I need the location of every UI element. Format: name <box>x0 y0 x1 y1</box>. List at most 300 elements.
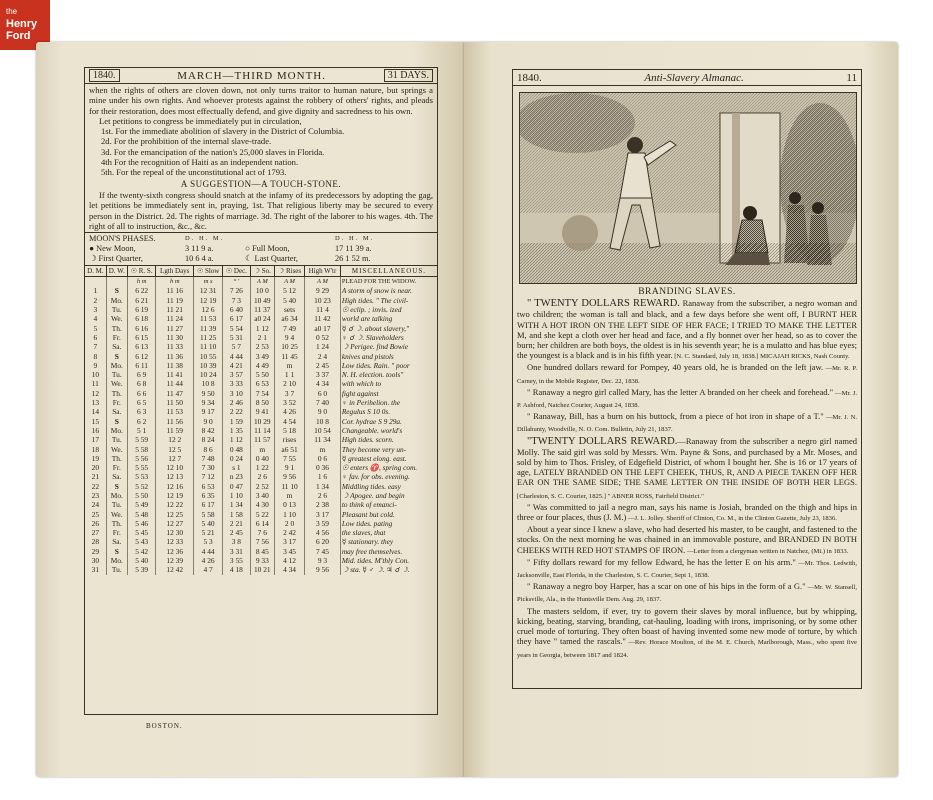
calendar-cell: 23 <box>91 490 100 500</box>
calendar-cell: 9 50 <box>194 389 223 398</box>
petition-item: 2d. For the prohibition of the internal slave-trade. <box>101 136 272 147</box>
intro-paragraph: when the rights of others are cloven down, not only turns traitor to human nature, but springs a mine under his own rights. And whoever protests against the robbery of others' rights, and pleads for their restoration, does most effectually defend, and give dignity and sacredness to his own. <box>89 85 433 116</box>
article-paragraph <box>517 581 857 605</box>
article-paragraph <box>517 436 857 502</box>
calendar-cell: 9 4 <box>275 333 305 342</box>
calendar-cell: Tu. <box>106 500 127 509</box>
calendar-cell: 11 38 <box>156 361 194 370</box>
engraving-illustration <box>519 92 857 284</box>
calendar-cell: 0 40 <box>250 454 274 463</box>
calendar-cell: 3 40 <box>250 491 274 500</box>
calendar-cell: 3 31 <box>223 547 250 556</box>
calendar-cell: 12 13 <box>156 472 194 481</box>
calendar-cell: 11 45 <box>275 352 305 361</box>
first-quarter-time: 10 6 4 a. <box>185 254 214 264</box>
calendar-cell: 5 54 <box>223 324 250 333</box>
article-paragraph <box>517 557 857 581</box>
calendar-cell: We. <box>106 379 127 388</box>
calendar-cell: 6 53 <box>250 379 274 388</box>
calendar-cell: 9 0 <box>194 417 223 426</box>
moon-dhm-1: D. H. M. <box>185 235 225 243</box>
calendar-cell: 9 3 <box>305 556 341 565</box>
calendar-cell: 31 <box>91 565 100 575</box>
calendar-cell: 12 22 <box>156 500 194 509</box>
calendar-cell: Mo. <box>106 426 127 435</box>
calendar-cell: 1 12 <box>250 324 274 333</box>
calendar-row <box>85 537 437 546</box>
paragraph-text: " Ranaway a negro girl called Mary, has the letter A branded on her cheek and forehead." <box>527 386 834 397</box>
calendar-cell: Low tides. pating <box>340 519 437 528</box>
paragraph-citation: —Letter from a clergyman written in Natchez, (Mi.) in 1833. <box>685 547 849 555</box>
calendar-cell: 11 33 <box>156 342 194 351</box>
calendar-cell: 6 53 <box>194 482 223 491</box>
calendar-cell: 7 30 <box>194 463 223 472</box>
calendar-cell: 3 49 <box>250 352 274 361</box>
calendar-cell: 8 24 <box>194 435 223 444</box>
calendar-cell: 0 13 <box>275 500 305 509</box>
calendar-cell: 11 27 <box>156 324 194 333</box>
calendar-cell: 6 13 <box>127 342 155 351</box>
article-text <box>517 286 857 661</box>
almanac-title: Anti-Slavery Almanac. <box>644 71 744 84</box>
calendar-cell: 7 3 <box>223 296 250 305</box>
calendar-cell: 11 30 <box>156 333 194 342</box>
calendar-cell: 12 33 <box>156 537 194 546</box>
month-days: 31 DAYS. <box>384 69 433 82</box>
calendar-cell: 0 47 <box>223 482 250 491</box>
calendar-cell: 3 10 <box>223 389 250 398</box>
calendar-cell: a0 17 <box>305 324 341 333</box>
calendar-column-header: ☉ Dec. <box>223 266 250 277</box>
article-heading: BRANDING SLAVES. <box>638 287 736 297</box>
calendar-cell: 6 35 <box>194 491 223 500</box>
article-paragraph <box>517 362 857 386</box>
calendar-cell: 11 19 <box>156 296 194 305</box>
calendar-cell: 1 10 <box>275 510 305 519</box>
calendar-cell: 12 19 <box>194 296 223 305</box>
calendar-cell: 6 20 <box>305 537 341 546</box>
calendar-cell: a6 51 <box>275 445 305 454</box>
paragraph-text: " Was committed to jail a negro man, says his name is Josiah, branded on the thigh and hips in three or four places, thus (J. M.) <box>517 501 857 523</box>
suggestion-paragraph: If the twenty-sixth congress should snatch at the infamy of its predecessors by adopting the gag, let petitions be immediately sent in, praying, 1st. That religious liberty may be secured to every person in the District. 2d. The rights of marriage. 3d. The right of the laborer to his wages. 4th. The right of all to instruction, &c., &c. <box>89 189 433 231</box>
calendar-cell: 6 9 <box>127 370 155 379</box>
calendar-cell: 4 12 <box>275 556 305 565</box>
calendar-row <box>85 398 437 407</box>
calendar-table <box>85 266 437 575</box>
calendar-cell: 1 12 <box>223 435 250 444</box>
calendar-cell: 11 57 <box>250 435 274 444</box>
calendar-column-header: ☉ Slow <box>194 266 223 277</box>
calendar-cell: n 23 <box>223 472 250 481</box>
calendar-cell: 18 <box>91 444 100 454</box>
calendar-row <box>85 361 437 370</box>
calendar-cell: 2 52 <box>250 482 274 491</box>
calendar-cell: Fr. <box>106 463 127 472</box>
calendar-cell: 24 <box>91 500 100 510</box>
calendar-cell: ♀ ☌ ☽. Slaveholders <box>340 333 437 342</box>
calendar-cell: We. <box>106 510 127 519</box>
calendar-cell: 8 42 <box>194 426 223 435</box>
calendar-cell: 14 <box>91 407 100 417</box>
calendar-cell: 3 45 <box>275 547 305 556</box>
petition-line: Let petitions to congress be immediately put in circulation, <box>99 115 302 126</box>
calendar-cell: 1 6 <box>305 472 341 481</box>
calendar-cell: Sa. <box>106 472 127 481</box>
calendar-cell: 0 36 <box>305 463 341 472</box>
paragraph-citation: —Mr. J. N. Dillahunty, Woodville, N. O. Com. Bulletin, July 21, 1837. <box>517 414 858 434</box>
first-quarter-icon: ☽ <box>89 254 97 264</box>
calendar-cell: ☿ ☌ ☽. about slavery," <box>340 324 437 333</box>
calendar-cell: 5 43 <box>127 537 155 546</box>
calendar-unit-cell: A M <box>250 277 274 287</box>
calendar-cell: S <box>106 417 127 426</box>
calendar-cell: 12 39 <box>156 556 194 565</box>
calendar-cell: 12 27 <box>156 519 194 528</box>
calendar-cell: 2 4 <box>305 352 341 361</box>
calendar-cell: 7 12 <box>194 472 223 481</box>
calendar-cell: 5 42 <box>127 547 155 556</box>
calendar-cell: 12 10 <box>156 463 194 472</box>
calendar-cell: 5 55 <box>127 463 155 472</box>
calendar-cell: 12 7 <box>156 454 194 463</box>
calendar-cell: 2 10 <box>275 379 305 388</box>
calendar-unit-cell: m s <box>194 277 223 287</box>
calendar-cell: 11 36 <box>156 352 194 361</box>
calendar-cell: 12 <box>91 388 100 398</box>
calendar-cell: 15 <box>91 416 100 426</box>
calendar-cell: Th. <box>106 454 127 463</box>
calendar-cell: 5 58 <box>194 510 223 519</box>
calendar-cell: Tu. <box>106 305 127 314</box>
calendar-unit-cell: h m <box>127 277 155 287</box>
paragraph-citation: —Mr. R. P. Carney, in the Mobile Register, Dec. 22, 1838. <box>517 365 857 385</box>
calendar-cell: 5 22 <box>250 510 274 519</box>
calendar-cell: 1 59 <box>223 417 250 426</box>
calendar-cell: 3 8 <box>223 537 250 546</box>
calendar-cell: 5 59 <box>127 435 155 444</box>
calendar-cell: 5 40 <box>275 296 305 305</box>
calendar-row <box>85 296 437 305</box>
calendar-cell: 29 <box>91 546 100 556</box>
calendar-cell: 7 <box>93 342 98 352</box>
calendar-cell: 5 40 <box>194 519 223 528</box>
calendar-cell: High tides. " The civil- <box>340 296 437 305</box>
paragraph-text: About a year since I knew a slave, who had deserted his master, to be caught, and fastened to the stocks. On the next morning he was chained in an immovable posture, and BRANDED IN BOTH CHEEKS WITH RED HOT STAMPS OF IRON. <box>517 524 857 555</box>
calendar-unit-cell: PLEAD FOR THE WIDOW. <box>340 277 437 287</box>
calendar-row <box>85 426 437 435</box>
paragraph-citation: [N. C. Standard, July 18, 1838.] MICAJAH RICKS, Nash County. <box>672 353 850 361</box>
calendar-cell: 6 8 <box>127 379 155 388</box>
calendar-row <box>85 305 437 314</box>
calendar-cell: 5 31 <box>223 333 250 342</box>
calendar-cell: 11 4 <box>305 305 341 314</box>
calendar-cell: 1 22 <box>250 463 274 472</box>
calendar-cell: 11 47 <box>156 389 194 398</box>
calendar-cell: 5 <box>93 323 98 333</box>
moon-phases <box>85 232 437 266</box>
suggestion-title: A SUGGESTION—A TOUCH-STONE. <box>180 178 342 189</box>
calendar-cell: 4 56 <box>305 528 341 537</box>
calendar-row <box>85 565 437 574</box>
calendar-cell: ♀ in Perihelion. the <box>340 398 437 407</box>
calendar-cell: 5 49 <box>127 500 155 509</box>
calendar-cell: 6 5 <box>127 398 155 407</box>
calendar-cell: Th. <box>106 519 127 528</box>
calendar-row <box>85 333 437 342</box>
calendar-cell: 2 21 <box>223 519 250 528</box>
calendar-cell: 27 <box>91 528 100 538</box>
article-paragraph <box>517 387 857 411</box>
calendar-cell: 7 45 <box>305 547 341 556</box>
calendar-cell: 11 50 <box>156 398 194 407</box>
calendar-cell: 10 <box>91 370 100 380</box>
article-paragraph <box>517 411 857 435</box>
calendar-cell: 10 25 <box>275 342 305 351</box>
calendar-cell: 0 24 <box>223 454 250 463</box>
calendar-row <box>85 491 437 500</box>
paragraph-text: The masters seldom, if ever, try to govern their slaves by moral influence, but by whipping, kicking, beating, starving, branding, cat-hauling, loading with irons, imprisoning, or by some other cruel mode of torturing. They often boast of having invented some new mode of torture, by which they have " tamed the rascals." <box>517 605 857 647</box>
calendar-cell: ♀ fav. for obs. evening. <box>340 472 437 481</box>
calendar-cell: 0 52 <box>305 333 341 342</box>
calendar-cell: 6 21 <box>127 296 155 305</box>
calendar-cell: 1 <box>93 286 98 296</box>
calendar-cell: 3 33 <box>223 379 250 388</box>
calendar-cell: 4 30 <box>250 500 274 509</box>
calendar-cell: 2 22 <box>223 407 250 416</box>
calendar-cell: ☽ Perigee. find Bowie <box>340 342 437 351</box>
calendar-cell: sets <box>275 305 305 314</box>
calendar-cell: 11 59 <box>156 426 194 435</box>
moon-phases-label: MOON'S PHASES. <box>89 234 156 244</box>
calendar-cell: ☉ enters ♈, spring com. <box>340 463 437 472</box>
logo-the: the <box>6 7 18 16</box>
calendar-cell: 10 23 <box>305 296 341 305</box>
calendar-row <box>85 342 437 351</box>
calendar-cell: 6 14 <box>250 519 274 528</box>
calendar-cell: 12 5 <box>156 445 194 454</box>
calendar-cell: Changeable. world's <box>340 426 437 435</box>
calendar-cell: 7 40 <box>305 398 341 407</box>
calendar-cell: 4 34 <box>275 565 305 574</box>
paragraph-text: Ranaway from the subscriber, a negro woman and two children; the woman is tall and black, and a few days before she went off, I BURNT HER WITH A HOT IRON ON THE LEFT SIDE OF HER FACE; I TRIED TO MAKE THE LETTER M, and she kept a cloth over her head and face, and a fly bonnet over her head, so as to cover the burn; her children are both boys, the oldest is in his seventh year; he is a mulatto and has blue eyes; the youngest is a black and is in his fifth year. <box>517 298 857 361</box>
calendar-cell: 3 55 <box>223 556 250 565</box>
petition-item: 5th. For the repeal of the unconstitutional act of 1793. <box>101 167 287 178</box>
calendar-cell: a0 24 <box>250 314 274 323</box>
calendar-cell: 5 58 <box>127 445 155 454</box>
paragraph-text: —Ranaway from the subscriber a negro girl named Molly. The said girl was sold by Messrs. Wm. Payne & Sons, and purchased by a Mr. Moses, and sold by him to Thos. Frisley, of Edgefield District, of whom I bought her. She is 16 or 17 years of age, LATELY BRANDED ON THE LEFT CHEEK, THUS, R, AND A PIECE TAKEN OFF HER EAR ON THE SAME SIDE; THE SAME LETTER ON THE INSIDE OF BOTH HER LEGS. <box>517 435 857 488</box>
calendar-column-header: D. W. <box>106 266 127 277</box>
calendar-cell: 11 10 <box>194 342 223 351</box>
calendar-cell: 11 53 <box>194 314 223 323</box>
reward-lead: " TWENTY DOLLARS REWARD. <box>527 298 680 310</box>
calendar-cell: 2 53 <box>250 342 274 351</box>
calendar-cell: 28 <box>91 537 100 547</box>
petition-list <box>89 126 433 177</box>
calendar-cell: 8 50 <box>250 398 274 407</box>
calendar-cell: Sa. <box>106 537 127 546</box>
calendar-row <box>85 500 437 509</box>
calendar-cell: 11 14 <box>250 426 274 435</box>
calendar-cell: 9 29 <box>305 286 341 295</box>
paragraph-citation: —Mr. Thos. Ledwith, Jacksonville, East Florida, in the Charleston, S. C. Courier, Sept 1, 1838. <box>517 559 857 580</box>
calendar-row <box>85 324 437 333</box>
calendar-cell: 9 41 <box>250 407 274 416</box>
calendar-cell: a6 34 <box>275 314 305 323</box>
calendar-cell: 2 46 <box>223 398 250 407</box>
calendar-cell: 16 <box>91 425 100 435</box>
calendar-cell: 10 24 <box>194 370 223 379</box>
calendar-cell: 8 <box>93 351 98 361</box>
calendar-cell: 5 53 <box>127 472 155 481</box>
calendar-column-header: D. M. <box>85 266 106 277</box>
calendar-cell: 3 59 <box>305 519 341 528</box>
calendar-cell: 1 24 <box>305 342 341 351</box>
calendar-cell: 6 40 <box>223 305 250 314</box>
calendar-cell: Mo. <box>106 491 127 500</box>
calendar-cell: knives and pistols <box>340 352 437 361</box>
calendar-cell: Th. <box>106 389 127 398</box>
calendar-cell: 11 24 <box>156 314 194 323</box>
calendar-cell: 11 16 <box>156 286 194 295</box>
full-moon-icon: ○ <box>245 244 251 254</box>
calendar-cell: 9 0 <box>305 407 341 416</box>
calendar-cell: 12 19 <box>156 491 194 500</box>
calendar-cell: may free themselves. <box>340 547 437 556</box>
calendar-frame <box>84 67 438 715</box>
logo-ford: Ford <box>6 30 31 42</box>
calendar-unit-cell <box>85 277 106 287</box>
calendar-row <box>85 463 437 472</box>
calendar-cell: 4 21 <box>223 361 250 370</box>
calendar-cell: 7 26 <box>223 286 250 295</box>
calendar-cell: 10 55 <box>194 352 223 361</box>
calendar-cell: 11 41 <box>156 370 194 379</box>
calendar-cell: 9 17 <box>194 407 223 416</box>
calendar-cell: 11 53 <box>156 407 194 416</box>
calendar-cell: 6 22 <box>127 286 155 295</box>
calendar-cell: m <box>275 361 305 370</box>
calendar-cell: Tu. <box>106 565 127 574</box>
calendar-cell: Low tides. Rain. " poor <box>340 361 437 370</box>
calendar-cell: 5 50 <box>127 491 155 500</box>
calendar-cell: 5 7 <box>223 342 250 351</box>
paragraph-citation: —Rev. Horace Moulton, of the M. E. Church, Marlborough, Mass., who spent five years in Georgia, between 1817 and 1824. <box>517 639 857 659</box>
calendar-cell: rises <box>275 435 305 444</box>
calendar-cell: 11 37 <box>250 305 274 314</box>
calendar-cell: 12 36 <box>156 547 194 556</box>
calendar-unit-cell: h m <box>156 277 194 287</box>
calendar-cell: We. <box>106 314 127 323</box>
calendar-cell: Sa. <box>106 342 127 351</box>
calendar-cell: 12 42 <box>156 565 194 574</box>
calendar-cell: 10 0 <box>250 286 274 295</box>
calendar-cell: 4 26 <box>194 556 223 565</box>
calendar-cell: 11 25 <box>194 333 223 342</box>
calendar-row <box>85 547 437 556</box>
calendar-column-header: Lgth Days <box>156 266 194 277</box>
calendar-cell: 10 54 <box>305 426 341 435</box>
article-paragraph <box>517 524 857 557</box>
calendar-cell: 5 50 <box>250 370 274 379</box>
calendar-cell: 5 45 <box>127 528 155 537</box>
petition-item: 1st. For the immediate abolition of slavery in the District of Columbia. <box>101 126 345 137</box>
calendar-cell: 6 12 <box>127 352 155 361</box>
article-paragraphs <box>517 298 857 661</box>
calendar-cell: 11 10 <box>275 482 305 491</box>
calendar-cell: 5 39 <box>127 565 155 574</box>
calendar-cell: 9 33 <box>250 556 274 565</box>
calendar-cell: 7 54 <box>250 389 274 398</box>
calendar-cell: 6 0 <box>305 389 341 398</box>
calendar-cell: 2 <box>93 295 98 305</box>
calendar-row <box>85 482 437 491</box>
calendar-cell: ☿ greatest elong. east. <box>340 454 437 463</box>
calendar-column-header: MISCELLANEOUS. <box>340 266 437 277</box>
calendar-cell: 1 58 <box>223 510 250 519</box>
calendar-row <box>85 417 437 426</box>
calendar-cell: 1 1 <box>275 370 305 379</box>
calendar-cell: m <box>275 491 305 500</box>
calendar-cell: Fr. <box>106 333 127 342</box>
calendar-cell: 2 6 <box>250 472 274 481</box>
calendar-cell: 11 42 <box>305 314 341 323</box>
calendar-cell: 2 6 <box>305 491 341 500</box>
left-footer: BOSTON. <box>146 722 183 730</box>
calendar-cell: with which to <box>340 379 437 388</box>
calendar-cell: s 1 <box>223 463 250 472</box>
new-moon-icon: ● <box>89 244 95 254</box>
calendar-cell: the slaves, that <box>340 528 437 537</box>
calendar-cell: Middling tides. easy <box>340 482 437 491</box>
calendar-cell: 5 21 <box>194 528 223 537</box>
calendar-cell: Mo. <box>106 556 127 565</box>
calendar-row <box>85 528 437 537</box>
calendar-cell: 20 <box>91 463 100 473</box>
logo-henry: Henry <box>6 18 38 30</box>
calendar-cell: 2 1 <box>250 333 274 342</box>
paragraph-citation: —J. L. Jolley. Sheriff of Clinton, Co. M., in the Clinton Gazette, July 23, 1836. <box>626 515 837 523</box>
full-moon-label: Full Moon, <box>252 244 290 254</box>
paragraph-text: " Fifty dollars reward for my fellow Edward, he has the letter E on his arm." <box>527 556 796 567</box>
calendar-cell: 4 44 <box>194 547 223 556</box>
calendar-cell: 5 46 <box>127 519 155 528</box>
calendar-row <box>85 370 437 379</box>
petition-item: 3d. For the emancipation of the nation's 25,000 slaves in Florida. <box>101 146 325 157</box>
calendar-row <box>85 352 437 361</box>
calendar-cell: 7 49 <box>275 324 305 333</box>
petition-item: 4th For the recognition of Haiti as an independent nation. <box>101 157 299 168</box>
calendar-cell: 5 12 <box>275 286 305 295</box>
paragraph-citation: [Charleston, S. C. Courier, 1825.] " ABNER ROSS, Fairfield District." <box>517 492 704 500</box>
calendar-row <box>85 435 437 444</box>
calendar-cell: 4 54 <box>275 417 305 426</box>
last-quarter-time: 26 1 52 m. <box>335 254 371 264</box>
calendar-row <box>85 519 437 528</box>
calendar-cell: 5 48 <box>127 510 155 519</box>
calendar-cell: 9 56 <box>305 565 341 574</box>
calendar-cell: ☽ sta. ☿ ♂ ☽. ♃ ☌ ☽. <box>340 565 437 574</box>
calendar-cell: 0 48 <box>223 445 250 454</box>
article-paragraph <box>517 502 857 524</box>
calendar-cell: S <box>106 352 127 361</box>
calendar-cell: 7 48 <box>194 454 223 463</box>
calendar-cell: Regulus S 10 0s. <box>340 407 437 416</box>
calendar-cell: 10 8 <box>305 417 341 426</box>
calendar-cell: 4 26 <box>275 407 305 416</box>
calendar-row <box>85 286 437 295</box>
calendar-cell: 25 <box>91 509 100 519</box>
calendar-units-row <box>85 277 437 287</box>
